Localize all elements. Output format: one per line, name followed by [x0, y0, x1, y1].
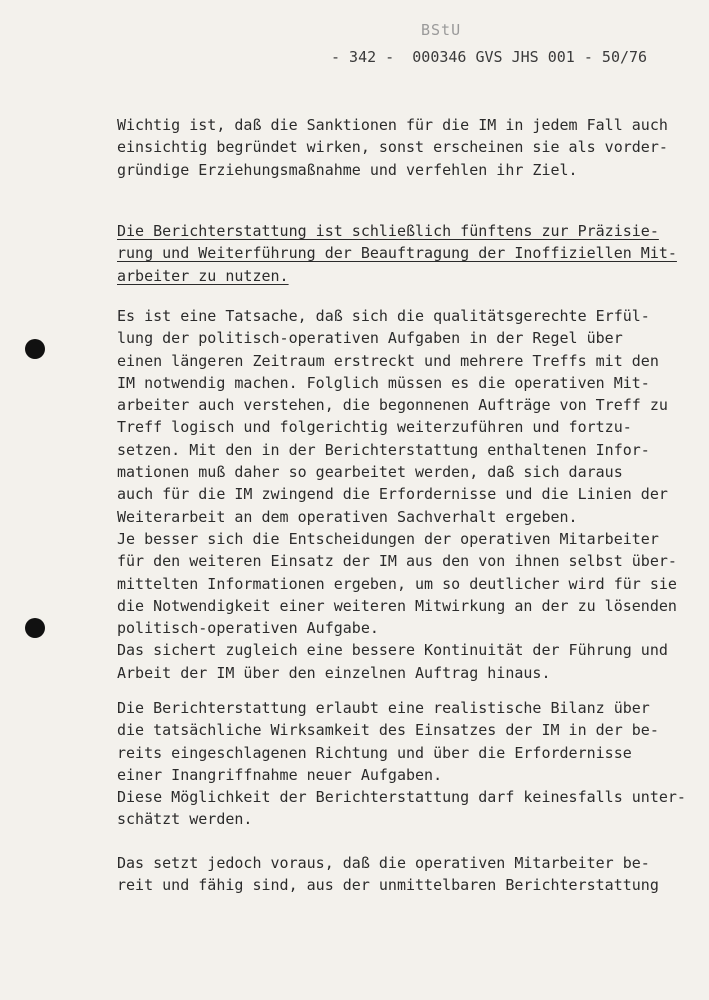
paragraph-fact: [117, 305, 687, 684]
text-line: einsichtig begründet wirken, sonst erscheinen sie als vorder-: [117, 138, 668, 157]
text-line: Diese Möglichkeit der Berichterstattung darf keinesfalls unter-: [117, 788, 686, 807]
text-line: gründige Erziehungsmaßnahme und verfehlen ihr Ziel.: [117, 160, 578, 179]
text-line: mittelten Informationen ergeben, um so deutlicher wird für sie: [117, 574, 677, 593]
paragraph-balance: [117, 697, 687, 831]
text-line: Wichtig ist, daß die Sanktionen für die IM in jedem Fall auch: [117, 116, 668, 134]
text-line: die Notwendigkeit einer weiteren Mitwirkung an der zu lösenden: [117, 596, 677, 615]
text-line: Treff logisch und folgerichtig weiterzuführen und fortzu-: [117, 418, 632, 437]
text-line: IM notwendig machen. Folglich müssen es die operativen Mit-: [117, 373, 650, 392]
text-line: reit und fähig sind, aus der unmittelbaren Berichterstattung: [117, 876, 659, 895]
text-line: reits eingeschlagenen Richtung und über die Erfordernisse: [117, 743, 632, 762]
text-line: für den weiteren Einsatz der IM aus den von ihnen selbst über-: [117, 552, 677, 571]
page-header: - 342 - 000346 GVS JHS 001 - 50/76: [331, 48, 648, 66]
text-line: einer Inangriffnahme neuer Aufgaben.: [117, 765, 443, 784]
text-line: arbeiter auch verstehen, die begonnenen Aufträge von Treff zu: [117, 396, 668, 415]
punch-hole-top: [25, 339, 45, 359]
text-line: Je besser sich die Entscheidungen der operativen Mitarbeiter: [117, 529, 659, 548]
text-line: Die Berichterstattung erlaubt eine realistische Bilanz über: [117, 699, 650, 717]
punch-hole-bottom: [25, 618, 45, 638]
text-line: die tatsächliche Wirksamkeit des Einsatzes der IM in der be-: [117, 721, 659, 740]
text-line: Es ist eine Tatsache, daß sich die qualitätsgerechte Erfül-: [117, 307, 650, 325]
text-line: rung und Weiterführung der Beauftragung der Inoffiziellen Mit-: [117, 244, 677, 263]
text-line: Weiterarbeit an dem operativen Sachverhalt ergeben.: [117, 507, 578, 526]
text-line: Das setzt jedoch voraus, daß die operativen Mitarbeiter be-: [117, 854, 650, 872]
text-line: Arbeit der IM über den einzelnen Auftrag hinaus.: [117, 663, 551, 682]
text-line: schätzt werden.: [117, 810, 253, 829]
paragraph-sanctions: [117, 114, 687, 181]
text-line: arbeiter zu nutzen.: [117, 266, 289, 285]
text-line: setzen. Mit den in der Berichterstattung enthaltenen Infor-: [117, 440, 650, 459]
archive-stamp: BStU: [421, 21, 462, 39]
text-line: politisch-operativen Aufgabe.: [117, 619, 379, 638]
text-line: einen längeren Zeitraum erstreckt und mehrere Treffs mit den: [117, 351, 659, 370]
text-line: auch für die IM zwingend die Erfordernisse und die Linien der: [117, 485, 668, 504]
text-line: Das sichert zugleich eine bessere Kontinuität der Führung und: [117, 641, 668, 660]
paragraph-heading-underlined: [117, 220, 687, 287]
text-line: lung der politisch-operativen Aufgaben in der Regel über: [117, 329, 623, 348]
text-line: Die Berichterstattung ist schließlich fünftens zur Präzisie-: [117, 222, 659, 240]
text-line: mationen muß daher so gearbeitet werden, daß sich daraus: [117, 463, 623, 482]
paragraph-prerequisite: [117, 852, 687, 897]
